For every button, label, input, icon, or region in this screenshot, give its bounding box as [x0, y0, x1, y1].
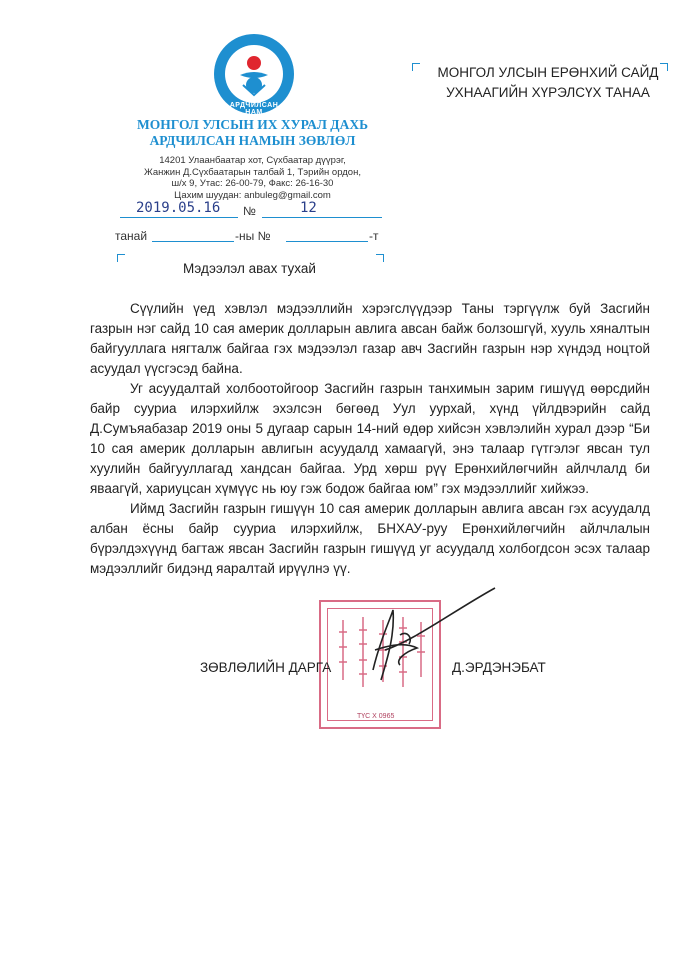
- tanai-label: танай: [115, 229, 148, 243]
- recipient: [428, 63, 668, 103]
- logo-text: АРДЧИЛСАН НАМ: [229, 102, 279, 116]
- address-line2: Жанжин Д.Сүхбаатарын талбай 1, Тэрийн ордон,: [144, 166, 361, 178]
- recipient-line2: УХНААГИЙН ХҮРЭЛСҮХ ТАНАА: [446, 85, 650, 100]
- org-name: [100, 117, 405, 149]
- org-name-line1: МОНГОЛ УЛСЫН ИХ ХУРАЛ ДАХЬ: [136, 117, 369, 132]
- handwritten-signature: [345, 580, 505, 690]
- address-line1: 14201 Улаанбаатар хот, Сүхбаатар дүүрэг,: [159, 155, 346, 166]
- address-line4: Цахим шуудан: anbuleg@gmail.com: [174, 189, 331, 201]
- org-name-line2: АРДЧИЛСАН НАМЫН ЗӨВЛӨЛ: [149, 133, 356, 148]
- signatory-title: ЗӨВЛӨЛИЙН ДАРГА: [200, 660, 332, 675]
- number-label: №: [243, 204, 256, 218]
- letter-date: 2019.05.16: [136, 200, 221, 216]
- address-line3: ш/х 9, Утас: 26-00-79, Факс: 26-16-30: [171, 178, 334, 189]
- nii-label: -ны №: [235, 229, 271, 243]
- org-address: [120, 155, 385, 201]
- letter-number: 12: [300, 200, 317, 216]
- body-paragraph-3: Иймд Засгийн газрын гишүүн 10 сая америк долларын авлига авсан гэх асуудалд албан ёсны байр сууриа илэрхийлж, БНХАУ-руу Ерөнхийлөгчийн айлчлалын бүрэлдэхүүнд багтаж явсан Засгийн газрын гишүүд уг асуудалд холбогдсон эсэх талаар мэдээллийг бидэнд яаралтай ирүүлнэ үү.: [90, 501, 650, 576]
- body-paragraph-1: Сүүлийн үед хэвлэл мэдээллийн хэрэгслүүдээр Таны тэргүүлж буй Засгийн газрын нэг сайд 10 сая америк долларын авлига авсан байж болзошгүй, хууль хяналтын байгууллага нягталж байгаа гэх мэдээлэл газар авч Засгийн газрын нэр хүндэд ноцтой асуудал үүсгэсэд байна.: [90, 301, 650, 376]
- t-label: -т: [369, 229, 379, 243]
- body-paragraph-2: Уг асуудалтай холбоотойгоор Засгийн газрын танхимын зарим гишүүд өөрсдийн байр сууриа илэрхийлж эхэлсэн бөгөөд Уул уурхай, хүнд үйлдвэрийн сайд Д.Сумъяабазар 2019 оны 5 дугаар сарын 14-ний өдөр хийсэн хэвлэлийн хурал дээр “Би 10 сая америк долларын авлигын асуудалд хамаагүй, энэ талаар гүтгэлэг явсан тул хуулийн байгууллагад хандсан байгаа. Урд хөрш рүү Ерөнхийлөгчийн айлчлалд би яваагүй, хариуцсан хүмүүс нь юу гэж бодож байгаа юм” гэх мэдээллийг хийжээ.: [90, 381, 650, 496]
- letter-subject: Мэдээлэл авах тухай: [183, 261, 316, 276]
- recipient-line1: МОНГОЛ УЛСЫН ЕРӨНХИЙ САЙД: [437, 65, 659, 80]
- signatory-name: Д.ЭРДЭНЭБАТ: [452, 660, 546, 675]
- stamp-code: ТҮС Х 0965: [357, 713, 395, 720]
